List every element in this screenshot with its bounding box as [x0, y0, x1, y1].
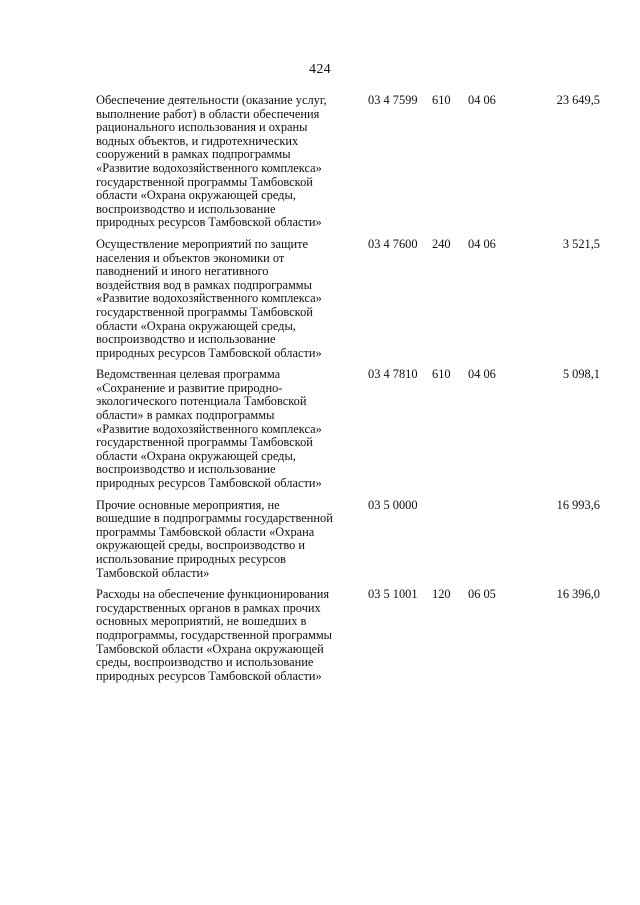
row-name: Ведомственная целевая программа «Сохранение и развитие природно- экологического потенциала Тамбовской области» в рамках подпрограммы «Развитие водохозяйственного комплекса» государственной программы Тамбовской области «Охрана окружающей среды, воспроизводство и использование природных ресурсов Тамбовской области»	[96, 367, 322, 491]
section-code: 04 06	[468, 93, 496, 107]
row-name: Осуществление мероприятий по защите населения и объектов экономики от паводнений и иного негативного воздействия вод в рамках подпрограммы «Развитие водохозяйственного комплекса» государственной программы Тамбовской области «Охрана окружающей среды, воспроизводство и использование природных ресурсов Тамбовской области»	[96, 236, 322, 360]
target-code: 03 4 7600	[368, 236, 418, 251]
expense-type: 120	[432, 587, 451, 602]
amount: 23 649,5	[556, 93, 600, 107]
table-row	[0, 588, 640, 683]
table-row	[0, 368, 640, 490]
section-code: 04 06	[468, 236, 496, 251]
expense-type: 610	[432, 93, 451, 107]
row-name: Обеспечение деятельности (оказание услуг, выполнение работ) в области обеспечения рационального использования и охраны водных объектов, и гидротехнических сооружений в рамках подпрограммы «Развитие водохозяйственного комплекса» государственной программы Тамбовской области «Охрана окружающей среды, воспроизводство и использование природных ресурсов Тамбовской области»	[96, 93, 327, 230]
row-name: Прочие основные мероприятия, не вошедшие в подпрограммы государственной программы Тамбовской области «Охрана окружающей среды, воспроизводство и использование природных ресурсов Тамбовской области»	[96, 497, 333, 580]
amount: 5 098,1	[562, 367, 600, 382]
page-number: 424	[309, 62, 331, 77]
expense-type: 610	[432, 367, 451, 382]
amount: 3 521,5	[562, 236, 600, 251]
target-code: 03 5 1001	[368, 587, 418, 602]
target-code: 03 4 7810	[368, 367, 418, 382]
target-code: 03 4 7599	[368, 93, 418, 107]
amount: 16 396,0	[556, 587, 600, 602]
row-name: Расходы на обеспечение функционирования государственных органов в рамках прочих основных мероприятий, не вошедших в подпрограммы, государственной программы Тамбовской области «Охрана окружающей среды, воспроизводство и использование природных ресурсов Тамбовской области»	[96, 587, 332, 683]
table-row	[0, 499, 640, 581]
expense-type: 240	[432, 236, 451, 251]
target-code: 03 5 0000	[368, 497, 418, 512]
table-row	[0, 94, 640, 230]
budget-table	[0, 94, 640, 691]
amount: 16 993,6	[556, 497, 600, 512]
section-code: 06 05	[468, 587, 496, 602]
section-code: 04 06	[468, 367, 496, 382]
table-row	[0, 238, 640, 360]
